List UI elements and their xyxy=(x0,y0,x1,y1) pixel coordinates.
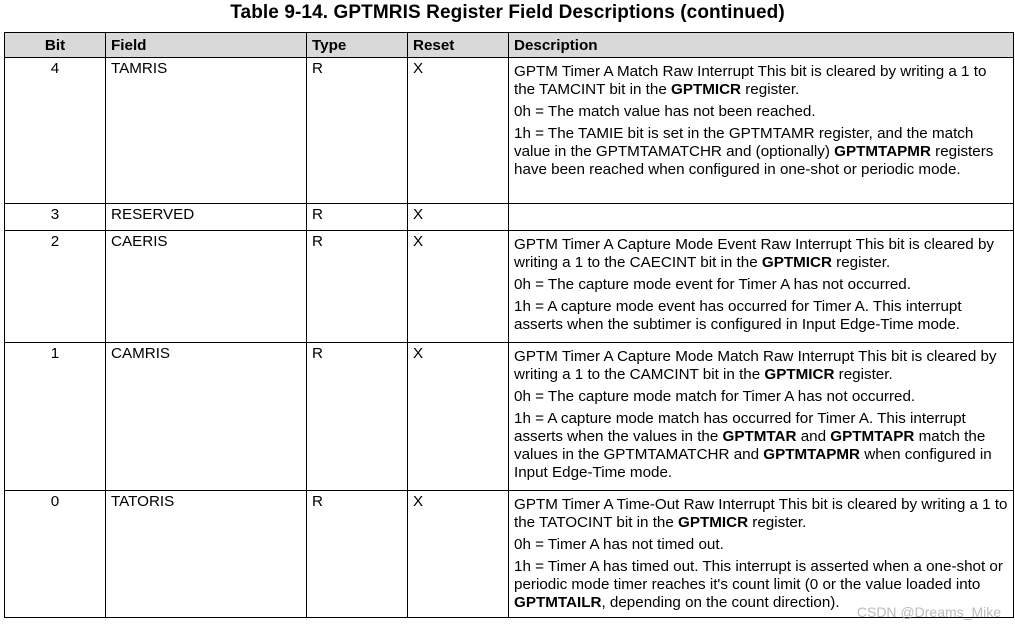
bit-cell: 0 xyxy=(5,491,106,618)
description-text: GPTM Timer A Time-Out Raw Interrupt This bit is cleared by writing a 1 to the TATOCINT bit in the xyxy=(514,496,1008,531)
description-paragraph xyxy=(514,276,1008,294)
table-row xyxy=(5,491,1014,618)
reset-cell: X xyxy=(408,491,509,618)
description-text: GPTM Timer A Capture Mode Match Raw Interrupt This bit is cleared by writing a 1 to the CAMCINT bit in the xyxy=(514,348,997,383)
type-cell: R xyxy=(307,58,408,204)
field-cell: TATORIS xyxy=(106,491,307,618)
table-row xyxy=(5,231,1014,343)
description-text: , depending on the count direction). xyxy=(601,594,840,611)
type-cell: R xyxy=(307,491,408,618)
field-cell: CAERIS xyxy=(106,231,307,343)
bit-cell: 2 xyxy=(5,231,106,343)
description-paragraph xyxy=(514,60,1008,99)
description-text: 1h = The TAMIE bit is set in the GPTMTAMR register, and the match value in the GPTMTAMATCHR and (optionally) xyxy=(514,125,974,160)
field-cell: TAMRIS xyxy=(106,58,307,204)
description-text: 1h = A capture mode event has occurred for Timer A. This interrupt asserts when the subtimer is configured in Input Edge-Time mode. xyxy=(514,298,962,333)
description-text: GPTM Timer A Match Raw Interrupt This bit is cleared by writing a 1 to the TAMCINT bit in the xyxy=(514,63,987,98)
description-paragraph xyxy=(514,388,1008,406)
type-cell: R xyxy=(307,231,408,343)
table-title: Table 9-14. GPTMRIS Register Field Descriptions (continued) xyxy=(230,2,785,23)
register-field-table xyxy=(4,32,1014,618)
header-description: Description xyxy=(509,33,1014,58)
description-text: register. xyxy=(831,254,891,271)
description-text: 1h = A capture mode match has occurred for Timer A. This interrupt asserts when the values in the xyxy=(514,410,966,445)
bit-cell: 3 xyxy=(5,204,106,231)
description-paragraph xyxy=(514,410,1008,482)
description-text: GPTM Timer A Capture Mode Event Raw Interrupt This bit is cleared by writing a 1 to the CAECINT bit in the xyxy=(514,236,995,271)
reset-cell: X xyxy=(408,58,509,204)
description-text: 0h = The capture mode event for Timer A has not occurred. xyxy=(514,276,911,293)
description-cell xyxy=(509,231,1014,343)
table-row xyxy=(5,343,1014,491)
table-row xyxy=(5,204,1014,231)
description-text: register. xyxy=(748,514,807,531)
description-text: register. xyxy=(741,81,800,98)
register-name: GPTMTAPR xyxy=(830,428,915,445)
watermark: CSDN @Dreams_Mike xyxy=(856,604,1001,620)
register-name: GPTMICR xyxy=(678,514,749,531)
header-reset: Reset xyxy=(408,33,509,58)
description-cell xyxy=(509,491,1014,618)
bit-cell: 1 xyxy=(5,343,106,491)
reset-cell: X xyxy=(408,231,509,343)
description-paragraph xyxy=(514,536,1008,554)
description-paragraph xyxy=(514,298,1008,334)
table-body xyxy=(5,58,1014,618)
field-cell: RESERVED xyxy=(106,204,307,231)
type-cell: R xyxy=(307,343,408,491)
field-cell: CAMRIS xyxy=(106,343,307,491)
description-cell xyxy=(509,204,1014,231)
table-header-row xyxy=(5,33,1014,58)
description-paragraph xyxy=(514,493,1008,532)
description-text: match the values in the GPTMTAMATCHR and xyxy=(514,428,986,463)
description-text: 0h = The match value has not been reached. xyxy=(514,103,816,120)
description-paragraph xyxy=(514,103,1008,121)
register-name: GPTMTAILR xyxy=(514,594,602,611)
description-cell xyxy=(509,58,1014,204)
description-text: when configured in Input Edge-Time mode. xyxy=(514,446,992,481)
reset-cell: X xyxy=(408,204,509,231)
description-text: registers have been reached when configured in one-shot or periodic mode. xyxy=(514,143,994,178)
description-text: 0h = The capture mode match for Timer A has not occurred. xyxy=(514,388,916,405)
table-row xyxy=(5,58,1014,204)
bit-cell: 4 xyxy=(5,58,106,204)
description-text: 0h = Timer A has not timed out. xyxy=(514,536,724,553)
register-name: GPTMTAR xyxy=(722,428,797,445)
register-name: GPTMTAPMR xyxy=(834,143,931,160)
description-paragraph xyxy=(514,233,1008,272)
description-text: register. xyxy=(834,366,893,383)
register-name: GPTMTAPMR xyxy=(763,446,861,463)
header-bit: Bit xyxy=(5,33,106,58)
description-text: 1h = Timer A has timed out. This interrupt is asserted when a one-shot or periodic mode timer reaches it's count limit (0 or the value loaded into xyxy=(514,558,1003,593)
description-text: and xyxy=(796,428,831,445)
register-name: GPTMICR xyxy=(764,366,835,383)
header-field: Field xyxy=(106,33,307,58)
description-cell xyxy=(509,343,1014,491)
type-cell: R xyxy=(307,204,408,231)
register-name: GPTMICR xyxy=(761,254,832,271)
reset-cell: X xyxy=(408,343,509,491)
header-type: Type xyxy=(307,33,408,58)
description-paragraph xyxy=(514,345,1008,384)
register-name: GPTMICR xyxy=(671,81,742,98)
description-paragraph xyxy=(514,125,1008,179)
